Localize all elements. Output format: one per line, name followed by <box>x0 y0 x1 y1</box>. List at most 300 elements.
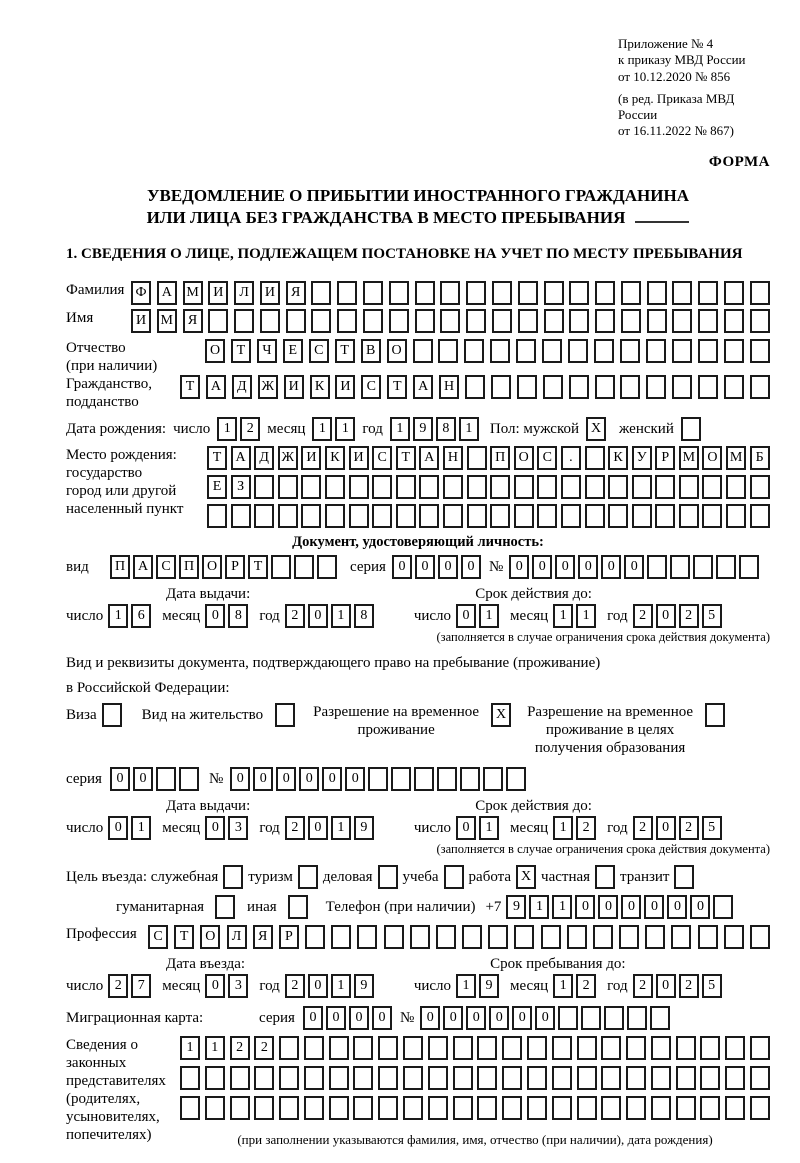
char-cell[interactable] <box>368 767 388 791</box>
char-cell[interactable] <box>491 375 511 399</box>
char-cell[interactable] <box>378 1036 398 1060</box>
char-cell[interactable] <box>601 1096 621 1120</box>
char-cell[interactable]: 5 <box>702 816 722 840</box>
char-cell[interactable] <box>275 703 295 727</box>
char-cell[interactable] <box>419 504 439 528</box>
char-cell[interactable] <box>440 309 460 333</box>
char-cell[interactable] <box>651 1066 671 1090</box>
char-cell[interactable] <box>440 281 460 305</box>
char-cell[interactable] <box>655 504 675 528</box>
char-cell[interactable] <box>337 281 357 305</box>
char-cell[interactable]: Е <box>207 475 227 499</box>
char-cell[interactable]: О <box>200 925 220 949</box>
char-cell[interactable]: 1 <box>529 895 549 919</box>
char-cell[interactable] <box>647 555 667 579</box>
char-cell[interactable]: 1 <box>108 604 128 628</box>
char-cell[interactable] <box>208 309 228 333</box>
char-cell[interactable] <box>391 767 411 791</box>
char-cell[interactable]: 1 <box>205 1036 225 1060</box>
char-cell[interactable] <box>750 375 770 399</box>
char-cell[interactable] <box>279 1066 299 1090</box>
char-cell[interactable]: О <box>202 555 222 579</box>
char-cell[interactable]: 0 <box>532 555 552 579</box>
char-cell[interactable] <box>230 1066 250 1090</box>
char-cell[interactable] <box>286 309 306 333</box>
char-cell[interactable]: 0 <box>575 895 595 919</box>
char-cell[interactable] <box>443 475 463 499</box>
char-cell[interactable] <box>325 475 345 499</box>
char-cell[interactable]: О <box>387 339 407 363</box>
char-cell[interactable]: 2 <box>285 816 305 840</box>
char-cell[interactable]: Р <box>655 446 675 470</box>
char-cell[interactable]: С <box>372 446 392 470</box>
char-cell[interactable] <box>466 281 486 305</box>
char-cell[interactable]: 2 <box>108 974 128 998</box>
char-cell[interactable] <box>378 1096 398 1120</box>
char-cell[interactable] <box>279 1036 299 1060</box>
char-cell[interactable]: 9 <box>506 895 526 919</box>
char-cell[interactable] <box>698 281 718 305</box>
char-cell[interactable]: Ф <box>131 281 151 305</box>
char-cell[interactable] <box>713 895 733 919</box>
char-cell[interactable]: 1 <box>552 895 572 919</box>
char-cell[interactable]: 7 <box>131 974 151 998</box>
char-cell[interactable] <box>396 504 416 528</box>
char-cell[interactable]: М <box>726 446 746 470</box>
char-cell[interactable] <box>676 1036 696 1060</box>
char-cell[interactable]: 1 <box>553 974 573 998</box>
char-cell[interactable] <box>419 475 439 499</box>
char-cell[interactable]: 2 <box>285 604 305 628</box>
char-cell[interactable]: Н <box>443 446 463 470</box>
char-cell[interactable]: 0 <box>345 767 365 791</box>
char-cell[interactable]: 1 <box>331 974 351 998</box>
char-cell[interactable] <box>702 475 722 499</box>
char-cell[interactable] <box>700 1096 720 1120</box>
char-cell[interactable] <box>492 281 512 305</box>
char-cell[interactable]: 9 <box>413 417 433 441</box>
char-cell[interactable]: О <box>514 446 534 470</box>
char-cell[interactable]: 3 <box>228 974 248 998</box>
char-cell[interactable] <box>517 375 537 399</box>
char-cell[interactable] <box>750 1036 770 1060</box>
char-cell[interactable]: X <box>491 703 511 727</box>
char-cell[interactable] <box>477 1036 497 1060</box>
char-cell[interactable] <box>428 1066 448 1090</box>
char-cell[interactable] <box>581 1006 601 1030</box>
char-cell[interactable] <box>646 375 666 399</box>
char-cell[interactable] <box>304 1066 324 1090</box>
char-cell[interactable]: Т <box>248 555 268 579</box>
char-cell[interactable]: 0 <box>656 604 676 628</box>
char-cell[interactable] <box>620 339 640 363</box>
char-cell[interactable]: 2 <box>633 604 653 628</box>
char-cell[interactable]: М <box>183 281 203 305</box>
char-cell[interactable]: Я <box>183 309 203 333</box>
char-cell[interactable]: 1 <box>217 417 237 441</box>
char-cell[interactable]: 8 <box>228 604 248 628</box>
char-cell[interactable] <box>389 281 409 305</box>
char-cell[interactable]: 1 <box>390 417 410 441</box>
char-cell[interactable] <box>739 555 759 579</box>
char-cell[interactable]: 0 <box>598 895 618 919</box>
char-cell[interactable] <box>750 475 770 499</box>
char-cell[interactable] <box>724 339 744 363</box>
char-cell[interactable] <box>726 475 746 499</box>
char-cell[interactable] <box>506 767 526 791</box>
char-cell[interactable] <box>353 1066 373 1090</box>
char-cell[interactable] <box>608 475 628 499</box>
char-cell[interactable] <box>230 1096 250 1120</box>
char-cell[interactable] <box>651 1096 671 1120</box>
char-cell[interactable]: 2 <box>240 417 260 441</box>
char-cell[interactable] <box>670 555 690 579</box>
char-cell[interactable]: 0 <box>656 974 676 998</box>
char-cell[interactable]: 2 <box>679 604 699 628</box>
char-cell[interactable] <box>415 309 435 333</box>
char-cell[interactable] <box>502 1066 522 1090</box>
char-cell[interactable] <box>516 339 536 363</box>
char-cell[interactable] <box>363 309 383 333</box>
char-cell[interactable]: Е <box>283 339 303 363</box>
char-cell[interactable]: 0 <box>205 974 225 998</box>
char-cell[interactable]: С <box>309 339 329 363</box>
char-cell[interactable]: И <box>301 446 321 470</box>
char-cell[interactable] <box>372 475 392 499</box>
char-cell[interactable] <box>601 1036 621 1060</box>
char-cell[interactable] <box>679 504 699 528</box>
char-cell[interactable] <box>349 504 369 528</box>
char-cell[interactable]: К <box>310 375 330 399</box>
char-cell[interactable] <box>725 1066 745 1090</box>
char-cell[interactable]: 2 <box>679 974 699 998</box>
char-cell[interactable] <box>205 1096 225 1120</box>
char-cell[interactable] <box>301 475 321 499</box>
char-cell[interactable] <box>626 1096 646 1120</box>
char-cell[interactable]: М <box>157 309 177 333</box>
char-cell[interactable]: С <box>537 446 557 470</box>
char-cell[interactable] <box>477 1066 497 1090</box>
char-cell[interactable]: 0 <box>415 555 435 579</box>
char-cell[interactable] <box>724 281 744 305</box>
char-cell[interactable] <box>552 1036 572 1060</box>
char-cell[interactable]: Ж <box>278 446 298 470</box>
char-cell[interactable] <box>467 446 487 470</box>
char-cell[interactable]: 0 <box>624 555 644 579</box>
char-cell[interactable]: 0 <box>489 1006 509 1030</box>
char-cell[interactable] <box>577 1096 597 1120</box>
char-cell[interactable] <box>378 1066 398 1090</box>
char-cell[interactable] <box>569 375 589 399</box>
char-cell[interactable] <box>363 281 383 305</box>
char-cell[interactable]: Т <box>335 339 355 363</box>
char-cell[interactable]: . <box>561 446 581 470</box>
char-cell[interactable] <box>483 767 503 791</box>
char-cell[interactable]: 1 <box>331 604 351 628</box>
char-cell[interactable] <box>577 1066 597 1090</box>
char-cell[interactable] <box>671 925 691 949</box>
char-cell[interactable] <box>477 1096 497 1120</box>
char-cell[interactable] <box>254 504 274 528</box>
char-cell[interactable] <box>542 339 562 363</box>
char-cell[interactable]: 0 <box>535 1006 555 1030</box>
char-cell[interactable]: 0 <box>578 555 598 579</box>
char-cell[interactable]: 1 <box>456 974 476 998</box>
char-cell[interactable]: X <box>516 865 536 889</box>
char-cell[interactable] <box>156 767 176 791</box>
char-cell[interactable]: Ч <box>257 339 277 363</box>
char-cell[interactable] <box>288 895 308 919</box>
char-cell[interactable] <box>278 475 298 499</box>
char-cell[interactable] <box>465 375 485 399</box>
char-cell[interactable] <box>702 504 722 528</box>
char-cell[interactable] <box>626 1066 646 1090</box>
char-cell[interactable]: Я <box>253 925 273 949</box>
char-cell[interactable]: 2 <box>576 974 596 998</box>
char-cell[interactable] <box>700 1066 720 1090</box>
char-cell[interactable] <box>619 925 639 949</box>
char-cell[interactable]: 9 <box>354 816 374 840</box>
char-cell[interactable] <box>311 281 331 305</box>
char-cell[interactable] <box>353 1036 373 1060</box>
char-cell[interactable]: Ж <box>258 375 278 399</box>
char-cell[interactable] <box>577 1036 597 1060</box>
char-cell[interactable]: 0 <box>438 555 458 579</box>
char-cell[interactable]: 1 <box>553 604 573 628</box>
char-cell[interactable] <box>467 475 487 499</box>
char-cell[interactable]: 1 <box>459 417 479 441</box>
char-cell[interactable] <box>254 1096 274 1120</box>
char-cell[interactable] <box>595 309 615 333</box>
char-cell[interactable] <box>102 703 122 727</box>
char-cell[interactable] <box>724 309 744 333</box>
char-cell[interactable] <box>595 375 615 399</box>
char-cell[interactable]: 0 <box>108 816 128 840</box>
char-cell[interactable] <box>561 475 581 499</box>
char-cell[interactable]: В <box>361 339 381 363</box>
char-cell[interactable] <box>329 1066 349 1090</box>
char-cell[interactable]: 0 <box>308 604 328 628</box>
char-cell[interactable]: 2 <box>285 974 305 998</box>
char-cell[interactable]: 2 <box>679 816 699 840</box>
char-cell[interactable]: 0 <box>601 555 621 579</box>
char-cell[interactable] <box>621 281 641 305</box>
char-cell[interactable] <box>552 1066 572 1090</box>
char-cell[interactable] <box>462 925 482 949</box>
char-cell[interactable] <box>676 1066 696 1090</box>
char-cell[interactable]: А <box>157 281 177 305</box>
char-cell[interactable]: 1 <box>553 816 573 840</box>
char-cell[interactable] <box>428 1036 448 1060</box>
char-cell[interactable] <box>403 1066 423 1090</box>
char-cell[interactable] <box>543 375 563 399</box>
char-cell[interactable] <box>353 1096 373 1120</box>
char-cell[interactable] <box>698 309 718 333</box>
char-cell[interactable] <box>331 925 351 949</box>
char-cell[interactable] <box>676 1096 696 1120</box>
char-cell[interactable] <box>372 504 392 528</box>
char-cell[interactable] <box>415 281 435 305</box>
char-cell[interactable] <box>304 1096 324 1120</box>
char-cell[interactable] <box>180 1096 200 1120</box>
char-cell[interactable]: А <box>419 446 439 470</box>
char-cell[interactable] <box>527 1096 547 1120</box>
char-cell[interactable]: М <box>679 446 699 470</box>
char-cell[interactable]: 1 <box>331 816 351 840</box>
char-cell[interactable]: 0 <box>133 767 153 791</box>
char-cell[interactable]: 0 <box>276 767 296 791</box>
char-cell[interactable] <box>552 1096 572 1120</box>
char-cell[interactable] <box>215 895 235 919</box>
char-cell[interactable] <box>180 1066 200 1090</box>
char-cell[interactable] <box>544 281 564 305</box>
char-cell[interactable]: 0 <box>372 1006 392 1030</box>
char-cell[interactable] <box>223 865 243 889</box>
char-cell[interactable] <box>561 504 581 528</box>
char-cell[interactable] <box>594 339 614 363</box>
char-cell[interactable] <box>750 1096 770 1120</box>
char-cell[interactable] <box>502 1036 522 1060</box>
char-cell[interactable]: А <box>413 375 433 399</box>
char-cell[interactable] <box>234 309 254 333</box>
char-cell[interactable] <box>700 1036 720 1060</box>
char-cell[interactable] <box>514 504 534 528</box>
char-cell[interactable] <box>436 925 456 949</box>
char-cell[interactable] <box>558 1006 578 1030</box>
char-cell[interactable] <box>349 475 369 499</box>
char-cell[interactable] <box>585 446 605 470</box>
char-cell[interactable] <box>601 1066 621 1090</box>
char-cell[interactable] <box>544 309 564 333</box>
char-cell[interactable] <box>311 309 331 333</box>
char-cell[interactable] <box>725 1036 745 1060</box>
char-cell[interactable] <box>645 925 665 949</box>
char-cell[interactable]: Д <box>254 446 274 470</box>
char-cell[interactable] <box>537 475 557 499</box>
char-cell[interactable] <box>646 339 666 363</box>
char-cell[interactable]: Т <box>231 339 251 363</box>
char-cell[interactable]: Т <box>207 446 227 470</box>
char-cell[interactable]: И <box>349 446 369 470</box>
char-cell[interactable]: 2 <box>633 816 653 840</box>
char-cell[interactable] <box>329 1096 349 1120</box>
char-cell[interactable] <box>357 925 377 949</box>
char-cell[interactable] <box>466 309 486 333</box>
char-cell[interactable]: 5 <box>702 974 722 998</box>
char-cell[interactable] <box>467 504 487 528</box>
char-cell[interactable]: А <box>231 446 251 470</box>
char-cell[interactable]: Д <box>232 375 252 399</box>
char-cell[interactable]: 3 <box>228 816 248 840</box>
char-cell[interactable] <box>518 309 538 333</box>
char-cell[interactable]: Т <box>180 375 200 399</box>
char-cell[interactable] <box>693 555 713 579</box>
char-cell[interactable] <box>305 925 325 949</box>
char-cell[interactable] <box>389 309 409 333</box>
char-cell[interactable] <box>301 504 321 528</box>
char-cell[interactable] <box>444 865 464 889</box>
char-cell[interactable] <box>490 339 510 363</box>
char-cell[interactable]: 1 <box>479 604 499 628</box>
char-cell[interactable] <box>514 925 534 949</box>
char-cell[interactable] <box>329 1036 349 1060</box>
char-cell[interactable] <box>527 1036 547 1060</box>
char-cell[interactable] <box>569 309 589 333</box>
char-cell[interactable] <box>724 925 744 949</box>
char-cell[interactable]: 1 <box>479 816 499 840</box>
char-cell[interactable] <box>492 309 512 333</box>
char-cell[interactable] <box>705 703 725 727</box>
char-cell[interactable] <box>488 925 508 949</box>
char-cell[interactable] <box>681 417 701 441</box>
char-cell[interactable]: П <box>110 555 130 579</box>
char-cell[interactable]: Б <box>750 446 770 470</box>
char-cell[interactable] <box>620 375 640 399</box>
char-cell[interactable] <box>627 1006 647 1030</box>
char-cell[interactable] <box>490 475 510 499</box>
char-cell[interactable] <box>384 925 404 949</box>
char-cell[interactable] <box>325 504 345 528</box>
char-cell[interactable] <box>632 504 652 528</box>
char-cell[interactable]: И <box>260 281 280 305</box>
char-cell[interactable] <box>655 475 675 499</box>
char-cell[interactable]: 1 <box>335 417 355 441</box>
char-cell[interactable] <box>750 281 770 305</box>
char-cell[interactable]: 0 <box>690 895 710 919</box>
char-cell[interactable] <box>621 309 641 333</box>
char-cell[interactable] <box>568 339 588 363</box>
char-cell[interactable] <box>298 865 318 889</box>
char-cell[interactable] <box>595 865 615 889</box>
char-cell[interactable]: К <box>608 446 628 470</box>
char-cell[interactable]: Р <box>225 555 245 579</box>
char-cell[interactable] <box>207 504 227 528</box>
char-cell[interactable] <box>672 375 692 399</box>
char-cell[interactable] <box>593 925 613 949</box>
char-cell[interactable]: 0 <box>205 816 225 840</box>
char-cell[interactable] <box>260 309 280 333</box>
char-cell[interactable]: 0 <box>303 1006 323 1030</box>
char-cell[interactable]: С <box>361 375 381 399</box>
char-cell[interactable] <box>205 1066 225 1090</box>
char-cell[interactable] <box>438 339 458 363</box>
char-cell[interactable]: 1 <box>131 816 151 840</box>
char-cell[interactable] <box>294 555 314 579</box>
char-cell[interactable]: Л <box>227 925 247 949</box>
char-cell[interactable] <box>647 281 667 305</box>
char-cell[interactable]: 0 <box>205 604 225 628</box>
char-cell[interactable]: 0 <box>322 767 342 791</box>
char-cell[interactable] <box>698 925 718 949</box>
char-cell[interactable]: 0 <box>456 604 476 628</box>
char-cell[interactable] <box>626 1036 646 1060</box>
char-cell[interactable] <box>304 1036 324 1060</box>
char-cell[interactable]: 0 <box>308 974 328 998</box>
char-cell[interactable]: 2 <box>576 816 596 840</box>
char-cell[interactable] <box>403 1096 423 1120</box>
char-cell[interactable]: 6 <box>131 604 151 628</box>
char-cell[interactable]: И <box>131 309 151 333</box>
char-cell[interactable] <box>464 339 484 363</box>
char-cell[interactable]: С <box>148 925 168 949</box>
char-cell[interactable]: О <box>205 339 225 363</box>
char-cell[interactable] <box>569 281 589 305</box>
char-cell[interactable]: Р <box>279 925 299 949</box>
char-cell[interactable]: 2 <box>633 974 653 998</box>
char-cell[interactable]: И <box>284 375 304 399</box>
char-cell[interactable] <box>698 375 718 399</box>
char-cell[interactable] <box>179 767 199 791</box>
